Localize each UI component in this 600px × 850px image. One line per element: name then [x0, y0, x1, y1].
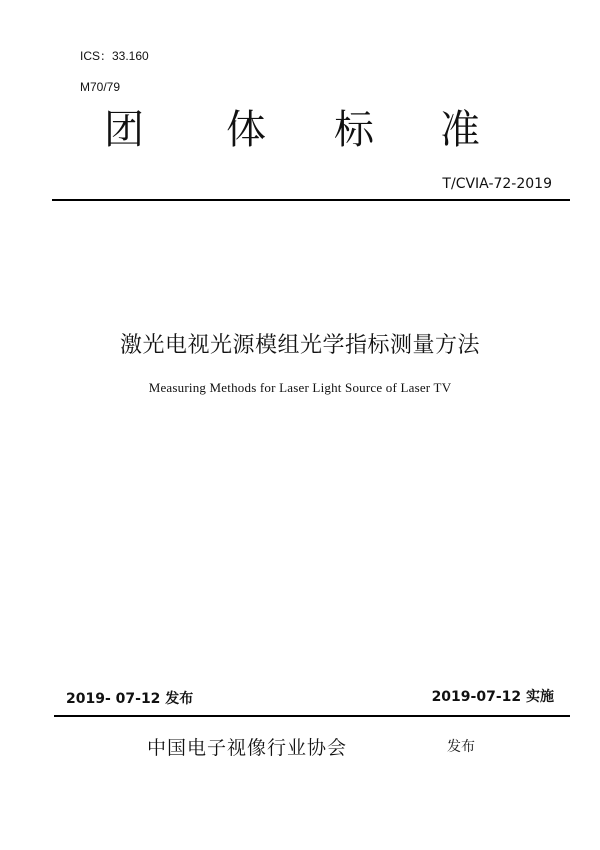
publisher-action: 发布 — [447, 739, 475, 755]
standard-kind-char: 标 — [334, 107, 374, 153]
issue-date: 2019- 07-12 发布 — [66, 691, 194, 707]
footer-divider — [54, 715, 570, 717]
document-title-english: Measuring Methods for Laser Light Source of Laser TV — [148, 380, 452, 395]
standard-kind-char: 准 — [440, 107, 480, 153]
implementation-date: 2019-07-12 实施 — [431, 689, 554, 705]
header-divider — [52, 199, 570, 201]
standard-kind-char: 团 — [104, 107, 144, 153]
ics-code: ICS：33.160 — [80, 49, 149, 63]
document-title-chinese: 激光电视光源模组光学指标测量方法 — [119, 333, 480, 358]
standard-kind-char: 体 — [226, 107, 266, 153]
category-code: M70/79 — [80, 80, 121, 94]
publisher-organization: 中国电子视像行业协会 — [147, 737, 348, 759]
standard-kind — [0, 102, 600, 158]
standard-number: T/CVIA-72-2019 — [442, 176, 552, 192]
